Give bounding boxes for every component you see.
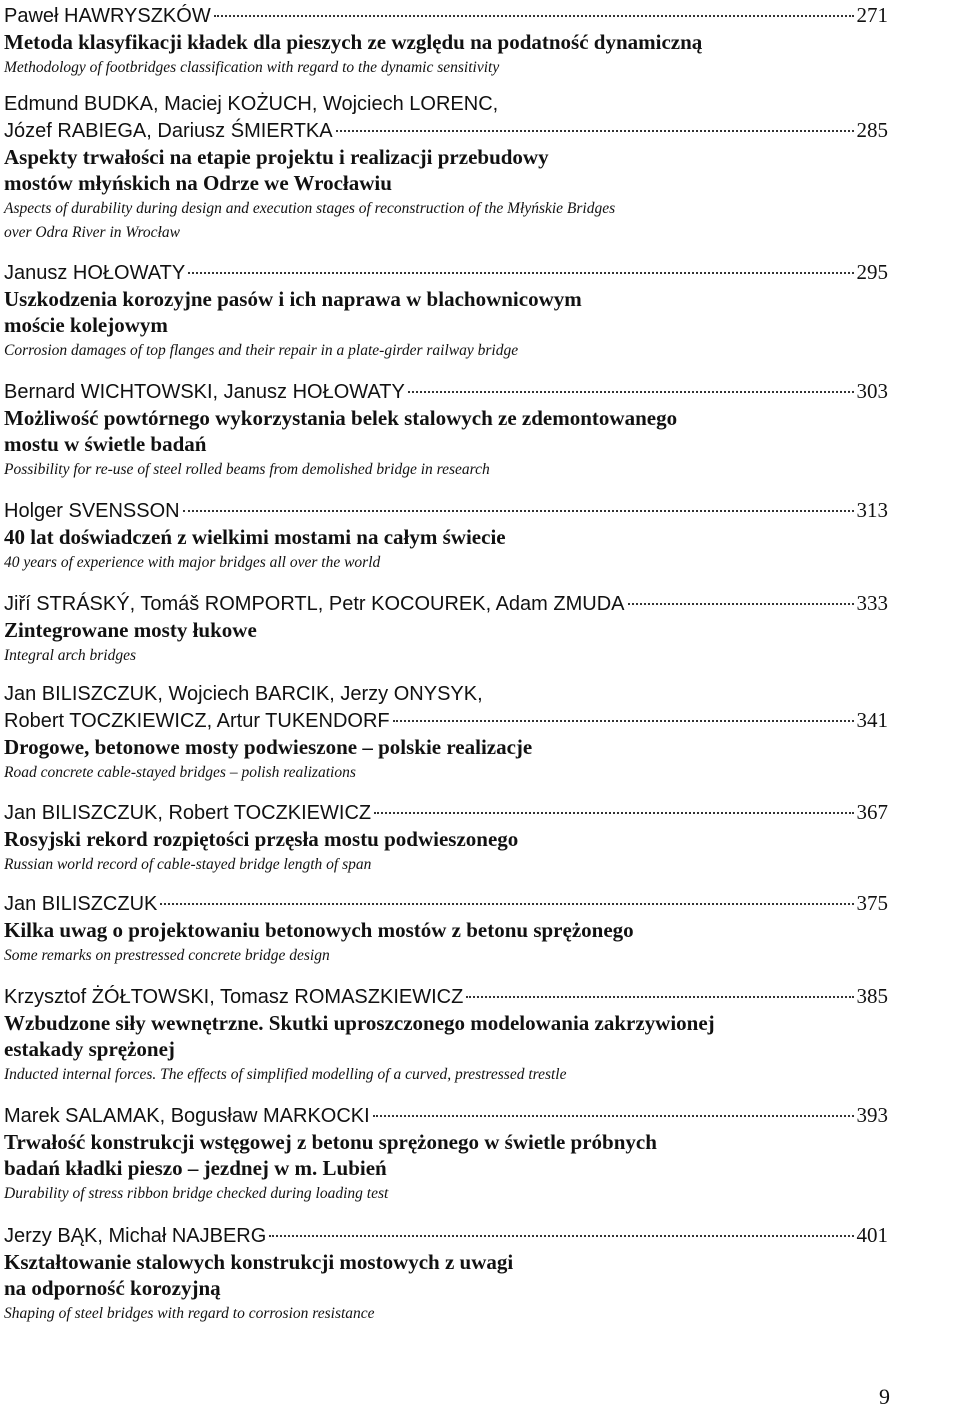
english-title <box>4 853 888 877</box>
toc-entry <box>4 1222 888 1326</box>
dot-leader <box>183 510 854 512</box>
article-title <box>4 286 888 338</box>
author-line <box>4 890 888 917</box>
subtitle-line: Aspects of durability during design and execution stages of reconstruction of the Młyńskie Bridges <box>4 200 616 217</box>
author-line <box>4 1222 888 1249</box>
authors: Jan BILISZCZUK, Robert TOCZKIEWICZ <box>4 802 372 824</box>
dot-leader <box>336 130 854 132</box>
subtitle-line: Road concrete cable-stayed bridges – polish realizations <box>4 764 356 781</box>
author-line <box>4 497 888 524</box>
dot-leader <box>628 603 854 605</box>
subtitle-line: Shaping of steel bridges with regard to corrosion resistance <box>4 1305 375 1322</box>
toc-entry <box>4 681 888 785</box>
title-line: moście kolejowym <box>4 313 168 337</box>
article-title <box>4 617 888 643</box>
page-reference: 271 <box>856 3 888 27</box>
english-title <box>4 197 888 245</box>
title-line: Metoda klasyfikacji kładek dla pieszych ze względu na podatność dynamiczną <box>4 30 703 54</box>
title-line: 40 lat doświadczeń z wielkimi mostami na całym świecie <box>4 525 506 549</box>
english-title <box>4 339 888 363</box>
page-reference: 285 <box>856 118 888 142</box>
authors: Robert TOCZKIEWICZ, Artur TUKENDORF <box>4 710 390 732</box>
toc-entry <box>4 378 888 482</box>
authors: Jerzy BĄK, Michał NAJBERG <box>4 1225 267 1247</box>
subtitle-line: 40 years of experience with major bridges all over the world <box>4 554 381 571</box>
dot-leader <box>374 812 853 814</box>
author-line <box>4 1102 888 1129</box>
subtitle-line: over Odra River in Wrocław <box>4 224 180 241</box>
subtitle-line: Integral arch bridges <box>4 647 137 664</box>
page-reference: 401 <box>856 1223 888 1247</box>
dot-leader <box>214 15 854 17</box>
title-line: Kilka uwag o projektowaniu betonowych mostów z betonu sprężonego <box>4 918 634 942</box>
author-line-first: Jan BILISZCZUK, Wojciech BARCIK, Jerzy ONYSYK, <box>4 683 483 705</box>
authors: Marek SALAMAK, Bogusław MARKOCKI <box>4 1105 370 1127</box>
dot-leader <box>393 720 854 722</box>
title-line: Uszkodzenia korozyjne pasów i ich naprawa w blachownicowym <box>4 287 582 311</box>
english-title <box>4 551 888 575</box>
subtitle-line: Corrosion damages of top flanges and their repair in a plate-girder railway bridge <box>4 342 519 359</box>
page-reference: 303 <box>856 379 888 403</box>
subtitle-line: Russian world record of cable-stayed bridge length of span <box>4 856 372 873</box>
authors: Krzysztof ŻÓŁTOWSKI, Tomasz ROMASZKIEWICZ <box>4 986 464 1008</box>
authors: Paweł HAWRYSZKÓW <box>4 5 211 27</box>
english-title <box>4 1063 888 1087</box>
title-line: Kształtowanie stalowych konstrukcji mostowych z uwagi <box>4 1250 514 1274</box>
author-line <box>4 983 888 1010</box>
title-line: Wzbudzone siły wewnętrzne. Skutki uproszczonego modelowania zakrzywionej <box>4 1011 715 1035</box>
toc-entry <box>4 1102 888 1206</box>
article-title <box>4 405 888 457</box>
article-title <box>4 29 888 55</box>
article-title <box>4 1010 888 1062</box>
title-line: na odporność korozyjną <box>4 1276 221 1300</box>
title-line: Aspekty trwałości na etapie projektu i realizacji przebudowy <box>4 145 549 169</box>
page-reference: 385 <box>856 984 888 1008</box>
toc-entry <box>4 91 888 245</box>
title-line: Możliwość powtórnego wykorzystania belek stalowych ze zdemontowanego <box>4 406 678 430</box>
page-reference: 295 <box>856 260 888 284</box>
author-line <box>4 2 888 29</box>
toc-entry <box>4 890 888 968</box>
article-title <box>4 826 888 852</box>
title-line: mostu w świetle badań <box>4 432 207 456</box>
article-title <box>4 734 888 760</box>
toc-entry <box>4 2 888 80</box>
author-line <box>4 590 888 617</box>
author-line <box>4 378 888 405</box>
title-line: Zintegrowane mosty łukowe <box>4 618 257 642</box>
article-title <box>4 1129 888 1181</box>
subtitle-line: Possibility for re-use of steel rolled beams from demolished bridge in research <box>4 461 490 478</box>
authors: Jiří STRÁSKÝ, Tomáš ROMPORTL, Petr KOCOUREK, Adam ZMUDA <box>4 593 625 615</box>
english-title <box>4 458 888 482</box>
dot-leader <box>466 996 853 998</box>
authors: Bernard WICHTOWSKI, Janusz HOŁOWATY <box>4 381 405 403</box>
article-title <box>4 144 888 196</box>
dot-leader <box>373 1115 854 1117</box>
author-line <box>4 707 888 734</box>
author-line <box>4 259 888 286</box>
author-line <box>4 799 888 826</box>
article-title <box>4 917 888 943</box>
title-line: Drogowe, betonowe mosty podwieszone – polskie realizacje <box>4 735 533 759</box>
dot-leader <box>408 391 854 393</box>
title-line: Rosyjski rekord rozpiętości przęsła mostu podwieszonego <box>4 827 519 851</box>
page-reference: 341 <box>856 708 888 732</box>
subtitle-line: Inducted internal forces. The effects of simplified modelling of a curved, prestressed trestle <box>4 1066 567 1083</box>
title-line: badań kładki pieszo – jezdnej w m. Lubień <box>4 1156 387 1180</box>
title-line: Trwałość konstrukcji wstęgowej z betonu sprężonego w świetle próbnych <box>4 1130 657 1154</box>
toc-entry <box>4 259 888 363</box>
english-title <box>4 56 888 80</box>
english-title <box>4 1182 888 1206</box>
authors: Holger SVENSSON <box>4 500 180 522</box>
toc-entry <box>4 497 888 575</box>
page-reference: 375 <box>856 891 888 915</box>
title-line: estakady sprężonej <box>4 1037 175 1061</box>
page-reference: 313 <box>856 498 888 522</box>
author-line <box>4 117 888 144</box>
toc-entry <box>4 799 888 877</box>
article-title <box>4 524 888 550</box>
title-line: mostów młyńskich na Odrze we Wrocławiu <box>4 171 392 195</box>
authors: Józef RABIEGA, Dariusz ŚMIERTKA <box>4 120 333 142</box>
english-title <box>4 644 888 668</box>
dot-leader <box>160 903 853 905</box>
english-title <box>4 1302 888 1326</box>
toc-entry <box>4 590 888 668</box>
subtitle-line: Methodology of footbridges classification with regard to the dynamic sensitivity <box>4 59 500 76</box>
page-reference: 393 <box>856 1103 888 1127</box>
dot-leader <box>188 272 853 274</box>
author-line-first: Edmund BUDKA, Maciej KOŻUCH, Wojciech LORENC, <box>4 93 499 115</box>
dot-leader <box>269 1235 853 1237</box>
english-title <box>4 944 888 968</box>
article-title <box>4 1249 888 1301</box>
subtitle-line: Some remarks on prestressed concrete bridge design <box>4 947 330 964</box>
page-number: 9 <box>879 1384 890 1409</box>
authors: Janusz HOŁOWATY <box>4 262 186 284</box>
page-reference: 367 <box>856 800 888 824</box>
page-reference: 333 <box>856 591 888 615</box>
english-title <box>4 761 888 785</box>
subtitle-line: Durability of stress ribbon bridge checked during loading test <box>4 1185 389 1202</box>
authors: Jan BILISZCZUK <box>4 893 158 915</box>
toc-entry <box>4 983 888 1087</box>
